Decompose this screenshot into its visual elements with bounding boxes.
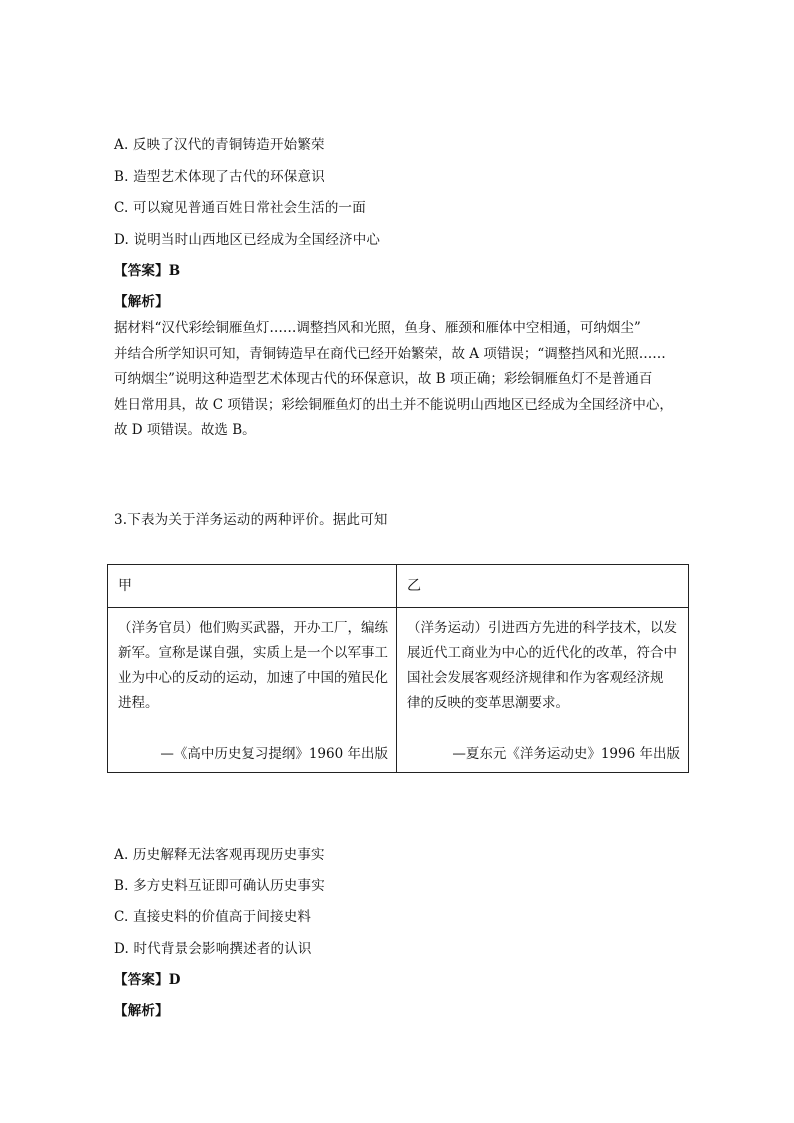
jia-quote xyxy=(108,608,396,716)
q3-option-c: C. 直接史料的价值高于间接史料 xyxy=(114,909,312,925)
yi-quote-line: 国社会发展客观经济规律和作为客观经济规 xyxy=(407,670,664,686)
yi-source: —夏东元《洋务运动史》1996 年出版 xyxy=(452,746,680,762)
q2-answer: 【答案】B xyxy=(114,263,181,279)
jia-quote-line: 业为中心的反动的运动，加速了中国的殖民化 xyxy=(118,670,388,686)
jia-quote-line: 新军。宣称是谋自强，实质上是一个以军事工 xyxy=(118,645,388,661)
q2-option-b: B. 造型艺术体现了古代的环保意识 xyxy=(114,169,325,185)
yi-quote-line: （洋务运动）引进西方先进的科学技术，以发 xyxy=(407,620,677,636)
table-body-row xyxy=(108,608,689,773)
q2-analysis-label: 【解析】 xyxy=(114,294,169,310)
q2-analysis-text xyxy=(114,316,686,444)
table-header-row xyxy=(108,565,689,608)
q3-answer: 【答案】D xyxy=(114,972,181,988)
jia-quote-line: （洋务官员）他们购买武器，开办工厂，编练 xyxy=(118,620,388,636)
q2-option-a: A. 反映了汉代的青铜铸造开始繁荣 xyxy=(114,137,325,153)
yi-quote-line: 律的反映的变革思潮要求。 xyxy=(407,695,569,711)
table-cell-jia xyxy=(108,608,397,773)
comparison-table xyxy=(107,564,689,773)
q2-analysis-line: 姓日常用具，故 C 项错误；彩绘铜雁鱼灯的出土并不能说明山西地区已经成为全国经济中心， xyxy=(114,396,673,413)
q2-option-c: C. 可以窥见普通百姓日常社会生活的一面 xyxy=(114,200,366,216)
q2-analysis-line: 故 D 项错误。故选 B。 xyxy=(114,422,256,438)
yi-quote xyxy=(397,608,688,716)
table-header-yi: 乙 xyxy=(397,565,689,608)
q2-analysis-line: 据材料“汉代彩绘铜雁鱼灯……调整挡风和光照，鱼身、雁颈和雁体中空相通，可纳烟尘” xyxy=(114,320,641,336)
q3-option-b: B. 多方史料互证即可确认历史事实 xyxy=(114,878,325,894)
yi-quote-line: 展近代工商业为中心的近代化的改革，符合中 xyxy=(407,645,677,661)
q3-option-d: D. 时代背景会影响撰述者的认识 xyxy=(114,941,312,957)
table-cell-yi xyxy=(397,608,689,773)
q3-analysis-label: 【解析】 xyxy=(114,1003,169,1019)
q2-analysis-line: 并结合所学知识可知，青铜铸造早在商代已经开始繁荣，故 A 项错误；“调整挡风和光照…… xyxy=(114,345,666,362)
q3-stem: 3.下表为关于洋务运动的两种评价。据此可知 xyxy=(114,512,388,528)
q2-analysis-line: 可纳烟尘”说明这种造型艺术体现古代的环保意识，故 B 项正确；彩绘铜雁鱼灯不是普通百 xyxy=(114,371,653,387)
table-header-jia: 甲 xyxy=(108,565,397,608)
jia-quote-line: 进程。 xyxy=(118,695,159,711)
jia-source: —《高中历史复习提纲》1960 年出版 xyxy=(160,746,388,762)
q3-option-a: A. 历史解释无法客观再现历史事实 xyxy=(114,847,325,863)
q2-option-d: D. 说明当时山西地区已经成为全国经济中心 xyxy=(114,232,381,248)
